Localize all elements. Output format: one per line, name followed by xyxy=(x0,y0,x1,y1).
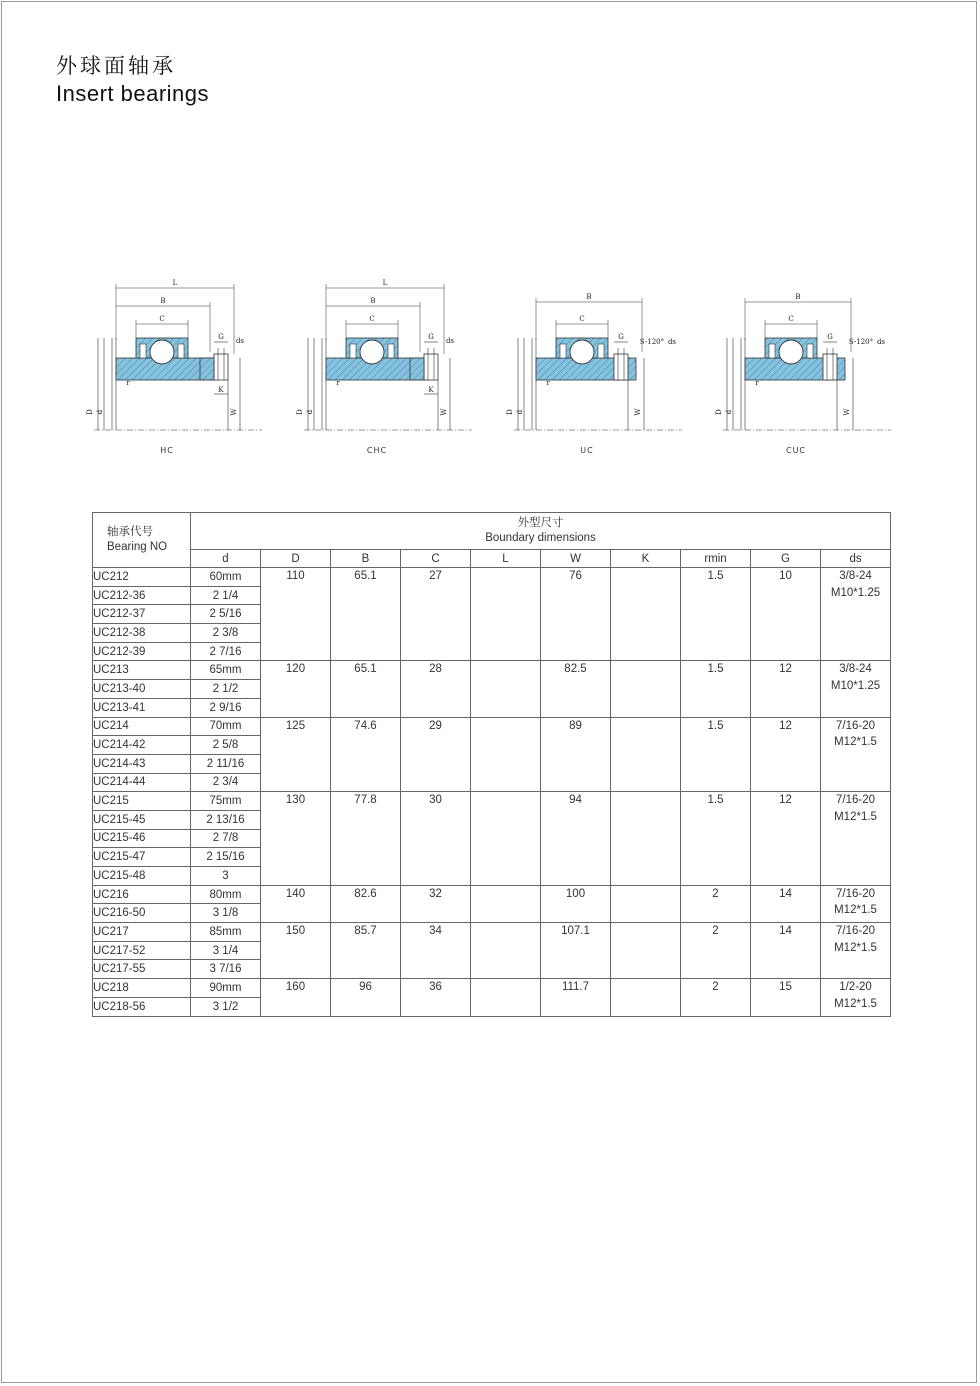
dim-label-d-outer: D xyxy=(86,409,94,415)
bearing-no-cell: UC218 xyxy=(93,979,191,998)
dim-k-cell xyxy=(611,568,681,661)
boundary-header xyxy=(191,513,891,550)
dim-l-cell xyxy=(471,568,541,661)
table-row xyxy=(93,979,891,998)
ds-value: M10*1.25 xyxy=(830,586,881,599)
dim-l-cell xyxy=(471,923,541,979)
table-row xyxy=(93,792,891,811)
dim-c-cell: 29 xyxy=(401,717,471,792)
dim-g-cell: 10 xyxy=(751,568,821,661)
bore-d-cell: 2 7/8 xyxy=(191,829,261,848)
bore-d-cell: 2 5/16 xyxy=(191,605,261,624)
dim-label-d-bore: d xyxy=(306,409,314,415)
ds-value: 7/16-20 xyxy=(836,887,876,900)
diagram-chc xyxy=(282,270,472,470)
dim-d-cell: 150 xyxy=(261,923,331,979)
dim-label-d-outer: D xyxy=(715,409,723,415)
bore-d-cell: 2 1/2 xyxy=(191,680,261,699)
diagram-caption: HC xyxy=(160,446,174,455)
bearing-drawing xyxy=(282,270,472,440)
dim-g-cell: 14 xyxy=(751,885,821,922)
bore-d-cell: 2 3/8 xyxy=(191,624,261,643)
bearing-no-cell: UC218-56 xyxy=(93,997,191,1016)
bearing-no-cell: UC215-46 xyxy=(93,829,191,848)
dim-label-w: W xyxy=(843,408,851,416)
dim-ds-cell xyxy=(821,717,891,792)
dim-w-cell: 111.7 xyxy=(541,979,611,1016)
dim-ds-cell xyxy=(821,568,891,661)
dim-label-g: G xyxy=(218,333,224,341)
dim-label-angle: S-120° xyxy=(848,338,874,346)
bearing-no-cell: UC213-41 xyxy=(93,698,191,717)
dim-label-r: r xyxy=(755,379,759,387)
dim-w-cell: 100 xyxy=(541,885,611,922)
dim-k-cell xyxy=(611,979,681,1016)
bearing-no-cell: UC214 xyxy=(93,717,191,736)
dim-label-c: C xyxy=(579,315,585,323)
dim-c-cell: 27 xyxy=(401,568,471,661)
dim-label-l: L xyxy=(382,279,388,287)
bore-d-cell: 75mm xyxy=(191,792,261,811)
dim-label-r: r xyxy=(546,379,550,387)
bore-d-cell: 2 11/16 xyxy=(191,754,261,773)
dim-rmin-cell: 2 xyxy=(681,885,751,922)
dim-label-k: K xyxy=(428,386,434,394)
bearing-no-cell: UC212-39 xyxy=(93,642,191,661)
ds-value: 1/2-20 xyxy=(839,981,872,994)
bearing-no-cell: UC213 xyxy=(93,661,191,680)
dim-label-c: C xyxy=(369,315,375,323)
bore-d-cell: 2 9/16 xyxy=(191,698,261,717)
dim-d-cell: 140 xyxy=(261,885,331,922)
dim-label-d-bore: d xyxy=(96,409,104,415)
dim-d-cell: 160 xyxy=(261,979,331,1016)
dim-label-b: B xyxy=(160,297,166,305)
ds-value: 7/16-20 xyxy=(836,719,876,732)
dim-label-b: B xyxy=(586,293,592,301)
bearing-no-cell: UC215-48 xyxy=(93,867,191,886)
dim-label-b: B xyxy=(795,293,801,301)
col-header-W: W xyxy=(541,550,611,568)
bearing-drawing xyxy=(492,270,682,440)
dim-label-g: G xyxy=(428,333,434,341)
bore-d-cell: 2 3/4 xyxy=(191,773,261,792)
bearing-no-cell: UC217 xyxy=(93,923,191,942)
ds-value: M12*1.5 xyxy=(834,941,877,954)
bearing-no-cell: UC212-37 xyxy=(93,605,191,624)
bore-d-cell: 2 15/16 xyxy=(191,848,261,867)
dim-ds-cell xyxy=(821,885,891,922)
dim-k-cell xyxy=(611,717,681,792)
diagram-caption: UC xyxy=(580,446,594,455)
table-row xyxy=(93,568,891,587)
dim-c-cell: 32 xyxy=(401,885,471,922)
dim-label-d-bore: d xyxy=(725,409,733,415)
bore-d-cell: 70mm xyxy=(191,717,261,736)
bearing-no-cell: UC212-36 xyxy=(93,586,191,605)
dim-b-cell: 65.1 xyxy=(331,661,401,717)
bearing-no-cell: UC217-55 xyxy=(93,960,191,979)
dim-w-cell: 76 xyxy=(541,568,611,661)
dim-rmin-cell: 2 xyxy=(681,923,751,979)
ds-value: 3/8-24 xyxy=(839,663,872,676)
dim-w-cell: 89 xyxy=(541,717,611,792)
dim-k-cell xyxy=(611,885,681,922)
bore-d-cell: 65mm xyxy=(191,661,261,680)
dim-label-d-bore: d xyxy=(516,409,524,415)
diagram-hc xyxy=(72,270,262,470)
dim-c-cell: 28 xyxy=(401,661,471,717)
bearing-no-cell: UC215 xyxy=(93,792,191,811)
bore-d-cell: 2 5/8 xyxy=(191,736,261,755)
col-header-B: B xyxy=(331,550,401,568)
dim-label-d-outer: D xyxy=(296,409,304,415)
ds-value: M12*1.5 xyxy=(834,810,877,823)
boundary-cn: 外型尺寸 xyxy=(517,517,564,529)
dim-label-angle: S-120° xyxy=(639,338,665,346)
dim-b-cell: 65.1 xyxy=(331,568,401,661)
bore-d-cell: 2 13/16 xyxy=(191,810,261,829)
dim-g-cell: 15 xyxy=(751,979,821,1016)
table-row xyxy=(93,717,891,736)
bore-d-cell: 3 xyxy=(191,867,261,886)
dim-ds-cell xyxy=(821,792,891,885)
col-header-G: G xyxy=(751,550,821,568)
bearing-no-cell: UC214-44 xyxy=(93,773,191,792)
bore-d-cell: 85mm xyxy=(191,923,261,942)
bearing-no-en: Bearing NO xyxy=(107,541,168,553)
dim-d-cell: 110 xyxy=(261,568,331,661)
col-header-C: C xyxy=(401,550,471,568)
dim-rmin-cell: 2 xyxy=(681,979,751,1016)
dim-k-cell xyxy=(611,661,681,717)
dim-c-cell: 36 xyxy=(401,979,471,1016)
bearing-no-cn: 轴承代号 xyxy=(107,526,153,538)
table-row xyxy=(93,661,891,680)
dim-c-cell: 34 xyxy=(401,923,471,979)
bearing-no-cell: UC213-40 xyxy=(93,680,191,699)
dim-d-cell: 120 xyxy=(261,661,331,717)
dim-ds-cell xyxy=(821,923,891,979)
bore-d-cell: 2 1/4 xyxy=(191,586,261,605)
dim-b-cell: 96 xyxy=(331,979,401,1016)
page-title-cn: 外球面轴承 xyxy=(56,54,176,78)
dim-w-cell: 107.1 xyxy=(541,923,611,979)
dim-label-k: K xyxy=(218,386,224,394)
dim-l-cell xyxy=(471,885,541,922)
page-title-en: Insert bearings xyxy=(56,81,210,106)
bearing-no-cell: UC214-42 xyxy=(93,736,191,755)
dim-b-cell: 82.6 xyxy=(331,885,401,922)
col-header-K: K xyxy=(611,550,681,568)
ds-value: 7/16-20 xyxy=(836,925,876,938)
dim-ds-cell xyxy=(821,979,891,1016)
dim-label-b: B xyxy=(370,297,376,305)
dim-label-r: r xyxy=(336,379,340,387)
diagram-caption: CHC xyxy=(366,446,388,455)
bearing-no-header xyxy=(93,513,191,568)
bore-d-cell: 3 7/16 xyxy=(191,960,261,979)
dim-label-ds: ds xyxy=(667,338,677,346)
dim-w-cell: 94 xyxy=(541,792,611,885)
ds-value: 3/8-24 xyxy=(839,570,872,582)
dim-rmin-cell: 1.5 xyxy=(681,792,751,885)
col-header-ds: ds xyxy=(821,550,891,568)
dim-l-cell xyxy=(471,792,541,885)
dim-d-cell: 130 xyxy=(261,792,331,885)
dim-l-cell xyxy=(471,661,541,717)
bearing-drawing xyxy=(72,270,262,440)
dim-label-ds: ds xyxy=(876,338,886,346)
bearing-no-cell: UC216 xyxy=(93,885,191,904)
dim-rmin-cell: 1.5 xyxy=(681,568,751,661)
dim-g-cell: 12 xyxy=(751,792,821,885)
dim-d-cell: 125 xyxy=(261,717,331,792)
dim-b-cell: 85.7 xyxy=(331,923,401,979)
diagram-cuc xyxy=(701,270,891,470)
dim-rmin-cell: 1.5 xyxy=(681,717,751,792)
dim-label-l: L xyxy=(172,279,178,287)
bore-d-cell: 2 7/16 xyxy=(191,642,261,661)
dim-label-d-outer: D xyxy=(506,409,514,415)
dim-label-g: G xyxy=(827,333,833,341)
bore-d-cell: 60mm xyxy=(191,568,261,587)
bore-d-cell: 90mm xyxy=(191,979,261,998)
col-header-L: L xyxy=(471,550,541,568)
dimensions-table xyxy=(92,512,891,1017)
dim-c-cell: 30 xyxy=(401,792,471,885)
boundary-en: Boundary dimensions xyxy=(485,532,596,544)
dim-label-g: G xyxy=(618,333,624,341)
dim-k-cell xyxy=(611,792,681,885)
bore-d-cell: 3 1/2 xyxy=(191,997,261,1016)
dim-label-w: W xyxy=(440,408,448,416)
dim-l-cell xyxy=(471,979,541,1016)
table-row xyxy=(93,923,891,942)
ds-value: M10*1.25 xyxy=(830,679,881,692)
dim-k-cell xyxy=(611,923,681,979)
dim-label-w: W xyxy=(634,408,642,416)
dim-ds-cell xyxy=(821,661,891,717)
dim-label-r: r xyxy=(126,379,130,387)
bearing-no-cell: UC217-52 xyxy=(93,941,191,960)
col-header-d: d xyxy=(191,550,261,568)
bearing-diagrams xyxy=(0,270,980,470)
bearing-no-cell: UC215-45 xyxy=(93,810,191,829)
bearing-no-cell: UC212-38 xyxy=(93,624,191,643)
bearing-drawing xyxy=(701,270,891,440)
bore-d-cell: 80mm xyxy=(191,885,261,904)
diagram-caption: CUC xyxy=(785,446,807,455)
ds-value: M12*1.5 xyxy=(834,997,877,1010)
dim-b-cell: 77.8 xyxy=(331,792,401,885)
col-header-rmin: rmin xyxy=(681,550,751,568)
dim-w-cell: 82.5 xyxy=(541,661,611,717)
bore-d-cell: 3 1/8 xyxy=(191,904,261,923)
ds-value: M12*1.5 xyxy=(834,904,877,917)
col-header-D: D xyxy=(261,550,331,568)
dim-label-w: W xyxy=(230,408,238,416)
dim-rmin-cell: 1.5 xyxy=(681,661,751,717)
dim-g-cell: 12 xyxy=(751,661,821,717)
dim-g-cell: 14 xyxy=(751,923,821,979)
bearing-no-cell: UC212 xyxy=(93,568,191,587)
ds-value: M12*1.5 xyxy=(834,736,877,748)
diagram-uc xyxy=(492,270,682,470)
dim-label-ds: ds xyxy=(445,337,455,345)
dim-l-cell xyxy=(471,717,541,792)
dim-b-cell: 74.6 xyxy=(331,717,401,792)
dim-g-cell: 12 xyxy=(751,717,821,792)
dim-label-c: C xyxy=(159,315,165,323)
bearing-no-cell: UC214-43 xyxy=(93,754,191,773)
bearing-no-cell: UC215-47 xyxy=(93,848,191,867)
bore-d-cell: 3 1/4 xyxy=(191,941,261,960)
table-row xyxy=(93,885,891,904)
dim-label-c: C xyxy=(788,315,794,323)
bearing-no-cell: UC216-50 xyxy=(93,904,191,923)
dim-label-ds: ds xyxy=(235,337,245,345)
ds-value: 7/16-20 xyxy=(836,794,876,807)
